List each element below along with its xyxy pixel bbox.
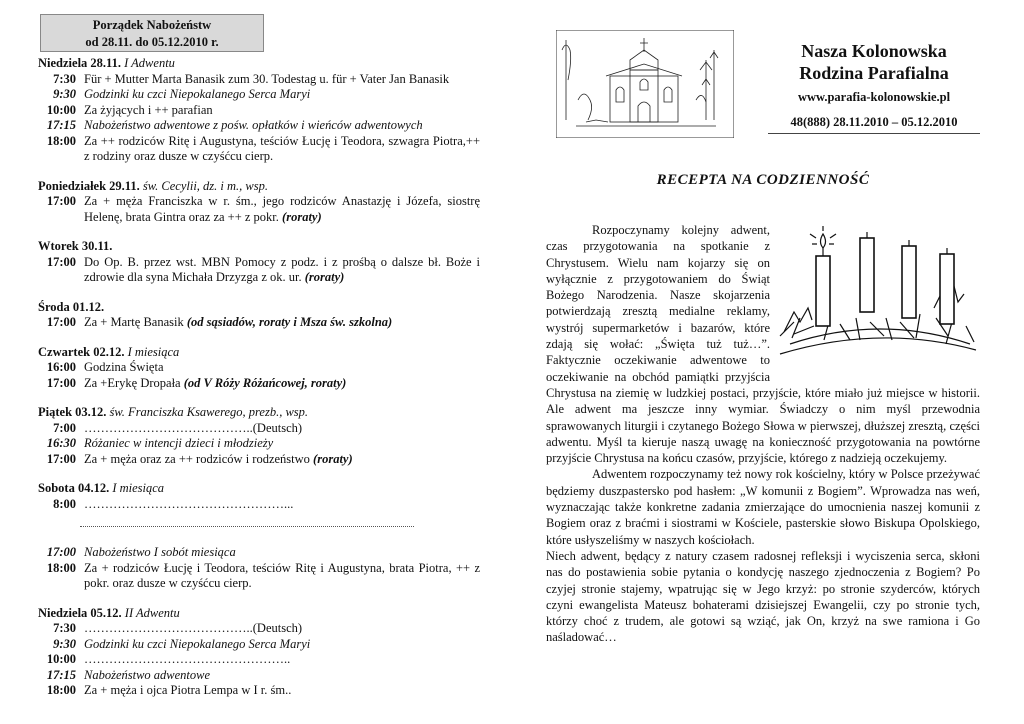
schedule-entry bbox=[38, 436, 480, 452]
schedule-entry bbox=[38, 134, 480, 165]
masthead bbox=[768, 40, 980, 134]
day-date: Niedziela 05.12. bbox=[38, 605, 122, 620]
entry-intention bbox=[84, 637, 480, 653]
entry-intention bbox=[84, 376, 480, 392]
entry-time: 9:30 bbox=[53, 636, 76, 651]
church-illustration bbox=[556, 30, 734, 138]
entry-text: …………………………………..(Deutsch) bbox=[84, 621, 303, 635]
entry-text: Różaniec w intencji dzieci i młodzieży bbox=[84, 436, 274, 450]
entry-intention bbox=[84, 72, 480, 88]
day-heading bbox=[38, 300, 480, 316]
day-feast: I miesiąca bbox=[112, 481, 165, 495]
day-heading bbox=[38, 56, 480, 72]
entry-time: 17:00 bbox=[46, 194, 76, 208]
schedule-day bbox=[38, 179, 480, 226]
schedule-date-range: od 28.11. do 05.12.2010 r. bbox=[85, 35, 219, 49]
schedule-entry bbox=[38, 255, 480, 286]
entry-text: Za + męża oraz za ++ rodziców i rodzeństwo bbox=[84, 451, 310, 466]
entry-time: 9:30 bbox=[53, 87, 76, 101]
article-paragraph-1: Rozpoczynamy kolejny adwent, czas przygotowania na spotkanie z Chrystusem. Wielu nam kojarzy się on wyłącznie z przygotowaniem do Świąt Bożego Narodzenia. Nasze skojarzenia potwierdzają zresztą medialne reklamy, wystrój supermarketów i bazarów, które zdają się wołać: „Święta tuż tuż…”. Faktycznie oczekiwanie adwentowe to oczekiwanie na obchód pamiątki przyjścia Chrystusa na ziemię w ludzkiej postaci, przyjście, które miało już miejsce w historii. Ale adwent ma jeszcze inny wymiar. Świadczy o nim myśl przewodnia sprawowanych liturgii i czytanego Bożego Słowa w pierwszej, dłuższej zresztą, części adwentu. Myśl ta kieruje naszą uwagę na konieczność przygotowania na powtórne przyjście Chrystusa na końcu czasów, przyjście, którego z nadzieją oczekujemy. bbox=[546, 223, 980, 466]
schedule-divider bbox=[80, 526, 414, 527]
entry-time: 17:00 bbox=[46, 451, 76, 466]
entry-note: (roraty) bbox=[313, 451, 353, 466]
entry-text: …………………………………………... bbox=[84, 496, 294, 511]
entry-text: Nabożeństwo adwentowe bbox=[84, 667, 211, 682]
entry-intention bbox=[84, 561, 480, 592]
masthead-title-line2: Rodzina Parafialna bbox=[799, 63, 949, 83]
schedule-day bbox=[38, 239, 480, 286]
entry-text: Za +Erykę Dropała bbox=[84, 375, 181, 390]
schedule-entry bbox=[38, 497, 480, 513]
schedule-entry bbox=[38, 103, 480, 119]
entry-time: 7:30 bbox=[53, 71, 76, 86]
entry-note: (roraty) bbox=[282, 209, 322, 224]
entry-text: Za + męża i ojca Piotra Lempa w I r. śm.. bbox=[84, 683, 292, 697]
entry-text: ………………………………………….. bbox=[84, 652, 291, 666]
schedule-entry bbox=[38, 360, 480, 376]
issue-number: 48(888) 28.11.2010 – 05.12.2010 bbox=[768, 115, 980, 134]
entry-time: 18:00 bbox=[46, 683, 76, 697]
schedule-entry bbox=[38, 87, 480, 103]
entry-text: Für + Mutter Marta Banasik zum 30. Todestag u. für + Vater Jan Banasik bbox=[84, 71, 450, 86]
wreath-space bbox=[770, 222, 980, 370]
entry-text: Nabożeństwo adwentowe z pośw. opłatków i wieńców adwentowych bbox=[84, 118, 423, 132]
day-date: Wtorek 30.11. bbox=[38, 239, 113, 253]
entry-time: 7:30 bbox=[53, 621, 76, 635]
entry-time: 7:00 bbox=[53, 420, 76, 435]
entry-intention bbox=[84, 621, 480, 637]
advent-wreath-illustration bbox=[770, 222, 980, 370]
schedule-day bbox=[38, 606, 480, 699]
schedule-entry bbox=[38, 72, 480, 88]
schedule-entry bbox=[38, 376, 480, 392]
entry-intention bbox=[84, 545, 480, 561]
schedule-entry bbox=[38, 683, 480, 699]
day-feast: I Adwentu bbox=[124, 56, 175, 70]
schedule-title: Porządek Nabożeństw bbox=[92, 18, 212, 32]
day-date: Piątek 03.12. bbox=[38, 405, 107, 419]
schedule-entry bbox=[38, 621, 480, 637]
entry-time: 18:00 bbox=[46, 560, 76, 575]
day-feast: św. Cecylii, dz. i m., wsp. bbox=[142, 178, 268, 193]
day-heading bbox=[38, 239, 480, 255]
day-heading bbox=[38, 179, 480, 195]
entry-time: 17:00 bbox=[46, 375, 76, 390]
entry-intention bbox=[84, 134, 480, 165]
schedule-day bbox=[38, 545, 480, 592]
day-date: Czwartek 02.12. bbox=[38, 344, 125, 359]
entry-text: Za + rodziców Łucję i Teodora, teściów Ritę i Augustyna, brata Piotra, ++ z pokr. oraz dusze w czyśćcu cierp. bbox=[84, 560, 480, 590]
schedule-day bbox=[38, 345, 480, 392]
entry-intention bbox=[84, 194, 480, 225]
entry-time: 16:00 bbox=[46, 360, 76, 374]
entry-text: Godzina Święta bbox=[84, 360, 164, 374]
entry-intention bbox=[84, 360, 480, 376]
mass-schedule bbox=[38, 14, 480, 713]
entry-text: Do Op. B. przez wst. MBN Pomocy z podz. i z prośbą o dalsze bł. Boże i zdrowie dla syna Michała Drzyzga z ok. ur. bbox=[84, 254, 480, 284]
entry-note: (od V Róży Różańcowej, roraty) bbox=[183, 375, 347, 390]
entry-intention bbox=[84, 436, 480, 452]
entry-intention bbox=[84, 118, 480, 134]
schedule-entry bbox=[38, 637, 480, 653]
entry-intention bbox=[84, 421, 480, 437]
entry-text: Za + Martę Banasik bbox=[84, 315, 184, 329]
entry-note: (roraty) bbox=[304, 270, 345, 284]
schedule-header-box bbox=[40, 14, 264, 52]
day-heading bbox=[38, 405, 480, 421]
schedule-day bbox=[38, 56, 480, 165]
entry-time: 17:00 bbox=[46, 254, 76, 269]
schedule-entry bbox=[38, 452, 480, 468]
schedule-day bbox=[38, 481, 480, 512]
entry-intention bbox=[84, 497, 480, 513]
day-date: Środa 01.12. bbox=[38, 299, 105, 314]
entry-text: Za + męża Franciszka w r. śm., jego rodziców Anastazję i Józefa, siostrę Helenę, brata Gintra oraz za ++ z pokr. bbox=[84, 194, 480, 224]
schedule-entry bbox=[38, 561, 480, 592]
article-body bbox=[546, 222, 980, 646]
schedule-entry bbox=[38, 194, 480, 225]
day-date: Sobota 04.12. bbox=[38, 481, 110, 495]
schedule-entry bbox=[38, 421, 480, 437]
entry-text: Godzinki ku czci Niepokalanego Serca Maryi bbox=[84, 87, 311, 101]
schedule-entry bbox=[38, 315, 480, 331]
day-feast: I miesiąca bbox=[127, 344, 180, 359]
schedule-entry bbox=[38, 545, 480, 561]
entry-time: 17:15 bbox=[46, 667, 76, 682]
entry-time: 18:00 bbox=[46, 133, 76, 148]
entry-time: 10:00 bbox=[46, 102, 76, 117]
day-feast: św. Franciszka Ksawerego, prezb., wsp. bbox=[109, 405, 309, 419]
entry-text: …………………………………..(Deutsch) bbox=[84, 420, 303, 435]
schedule-entry bbox=[38, 668, 480, 684]
day-feast: II Adwentu bbox=[124, 605, 180, 620]
entry-time: 17:00 bbox=[46, 315, 76, 329]
article-title: RECEPTA NA CODZIENNOŚĆ bbox=[656, 172, 870, 188]
entry-intention bbox=[84, 315, 480, 331]
entry-text: Nabożeństwo I sobót miesiąca bbox=[84, 545, 236, 559]
entry-note: (od sąsiadów, roraty i Msza św. szkolna) bbox=[186, 315, 393, 329]
article-paragraph-3: Niech adwent, będący z natury czasem radosnej refleksji i wyciszenia serca, skłoni nas do postawienia sobie pytania o kondycję naszego zjednoczenia z Bogiem? Po czyjej stronie stajemy, wpatrując się w Jego krzyż: po stronie szyderców, których czyni ewangelista Mateusz bohaterami dzisiejszej Ewangelii, czy po stronie tych, którzy choć z trudem, ale gotowi są wziąć, jak On, krzyż na swe ramiona i Go naśladować… bbox=[546, 548, 980, 645]
schedule-day bbox=[38, 300, 480, 331]
entry-intention bbox=[84, 87, 480, 103]
entry-intention bbox=[84, 255, 480, 286]
entry-time: 10:00 bbox=[46, 652, 76, 666]
schedule-entry bbox=[38, 652, 480, 668]
masthead-title-line1: Nasza Kolonowska bbox=[801, 41, 947, 61]
schedule-entry bbox=[38, 118, 480, 134]
schedule-days bbox=[38, 56, 480, 699]
day-date: Poniedziałek 29.11. bbox=[38, 178, 140, 193]
entry-text: Za ++ rodziców Ritę i Augustyna, teściów Łucję i Teodora, szwagra Piotra,++ z rodziny oraz dusze w czyśćcu cierp. bbox=[84, 133, 480, 163]
entry-text: Za żyjących i ++ parafian bbox=[84, 102, 213, 117]
entry-intention bbox=[84, 652, 480, 668]
entry-intention bbox=[84, 452, 480, 468]
entry-intention bbox=[84, 103, 480, 119]
day-heading bbox=[38, 345, 480, 361]
entry-intention bbox=[84, 668, 480, 684]
article-paragraph-2: Adwentem rozpoczynamy też nowy rok kościelny, który w Polsce przeżywać będziemy duszpastersko pod hasłem: „W komunii z Bogiem”. Wprowadza nas weń, wyznaczając także konkretne zadania zmierzające do umocnienia naszej komunii z Bogiem oraz z braćmi i siostrami w Kościele, pasterskie słowo Biskupa Opolskiego, które usłyszeliśmy w naszych kościołach. bbox=[546, 467, 980, 547]
entry-time: 8:00 bbox=[53, 496, 76, 511]
day-heading bbox=[38, 606, 480, 622]
entry-intention bbox=[84, 683, 480, 699]
entry-time: 17:15 bbox=[46, 118, 76, 132]
entry-time: 17:00 bbox=[46, 545, 76, 559]
parish-website: www.parafia-kolonowskie.pl bbox=[797, 90, 951, 104]
day-heading bbox=[38, 481, 480, 497]
entry-text: Godzinki ku czci Niepokalanego Serca Maryi bbox=[84, 636, 311, 651]
schedule-day bbox=[38, 405, 480, 467]
day-date: Niedziela 28.11. bbox=[38, 56, 121, 70]
entry-time: 16:30 bbox=[46, 436, 76, 450]
